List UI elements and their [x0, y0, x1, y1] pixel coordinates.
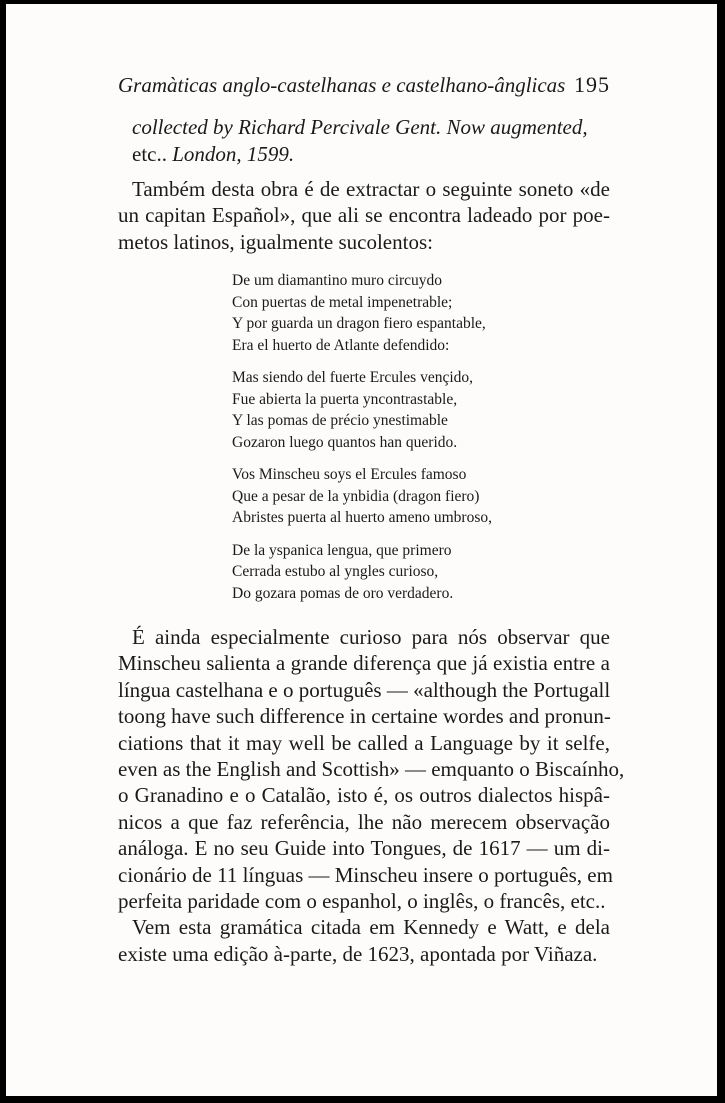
- main-paragraph: [118, 624, 625, 967]
- paragraph-line: un capitan Español», que ali se encontra ladeado por poe-: [118, 203, 610, 228]
- paragraph-line: cionário de 11 línguas — Minscheu insere o português, em: [118, 862, 613, 887]
- paragraph-line: toong have such difference in certaine wordes and pronun-: [118, 704, 611, 729]
- paragraph-line: análoga. E no seu Guide into Tongues, de 1617 — um di-: [118, 836, 610, 861]
- paragraph-line: língua castelhana e o português — «although the Portugall: [118, 677, 611, 702]
- verse: Y las pomas de précio ynestimable: [232, 412, 448, 429]
- paragraph-line: ciations that it may well be called a Language by it selfe,: [118, 730, 610, 755]
- stanza: [232, 367, 532, 453]
- verse: Con puertas de metal impenetrable;: [232, 293, 453, 311]
- running-header: [118, 72, 610, 98]
- book-page: [6, 4, 717, 1096]
- verse: Fue abierta la puerta yncontrastable,: [232, 390, 458, 408]
- paragraph-line: existe uma edição à-parte, de 1623, apontada por Viñaza.: [118, 941, 598, 966]
- page-number: 195: [574, 72, 610, 97]
- stanza: [232, 464, 532, 529]
- paragraph-line: nicos a que faz referência, lhe não merecem observação: [118, 809, 610, 834]
- paragraph-line: even as the English and Scottish» — emquanto o Biscaínho,: [118, 757, 625, 782]
- stanza: [232, 540, 532, 605]
- paragraph-line: É ainda especialmente curioso para nós observar que: [132, 625, 610, 649]
- paragraph-line: o Granadino e o Catalão, isto é, os outros dialectos hispâ-: [118, 783, 610, 808]
- paragraph-line: Vem esta gramática citada em Kennedy e Watt, e dela: [132, 915, 610, 940]
- verse: Abristes puerta al huerto ameno umbroso,: [232, 509, 492, 526]
- paragraph-line: metos latinos, igualmente sucolentos:: [118, 229, 433, 254]
- verse: Mas siendo del fuerte Ercules vençido,: [232, 369, 474, 386]
- verse: Vos Minscheu soys el Ercules famoso: [232, 466, 467, 483]
- paragraph-line: Também desta obra é de extractar o seguinte soneto «de: [132, 177, 610, 201]
- verse: Y por guarda un dragon fiero espantable,: [232, 315, 486, 332]
- verse: Que a pesar de la ynbidia (dragon fiero): [232, 487, 480, 505]
- verse: Do gozara pomas de oro verdadero.: [232, 584, 454, 602]
- reference-place-date: London, 1599.: [172, 142, 295, 166]
- verse: Gozaron luego quantos han querido.: [232, 433, 458, 451]
- bibliographic-reference: [118, 114, 610, 168]
- verse: De um diamantino muro circuydo: [232, 272, 443, 289]
- reference-line-1: collected by Richard Percivale Gent. Now augmented,: [132, 115, 588, 139]
- intro-paragraph: [118, 176, 610, 255]
- sonnet: [232, 270, 532, 615]
- reference-line-2: [118, 141, 610, 168]
- paragraph-line: perfeita paridade com o espanhol, o inglês, o francês, etc..: [118, 889, 606, 914]
- verse: Era el huerto de Atlante defendido:: [232, 336, 450, 354]
- verse: De la yspanica lengua, que primero: [232, 541, 452, 559]
- paragraph-line: Minscheu salienta a grande diferença que já existia entre a: [118, 651, 610, 676]
- reference-prefix: etc..: [132, 142, 173, 166]
- verse: Cerrada estubo al yngles curioso,: [232, 563, 439, 580]
- running-title: Gramàticas anglo-castelhanas e castelhano-ânglicas: [118, 73, 566, 97]
- stanza: [232, 270, 532, 356]
